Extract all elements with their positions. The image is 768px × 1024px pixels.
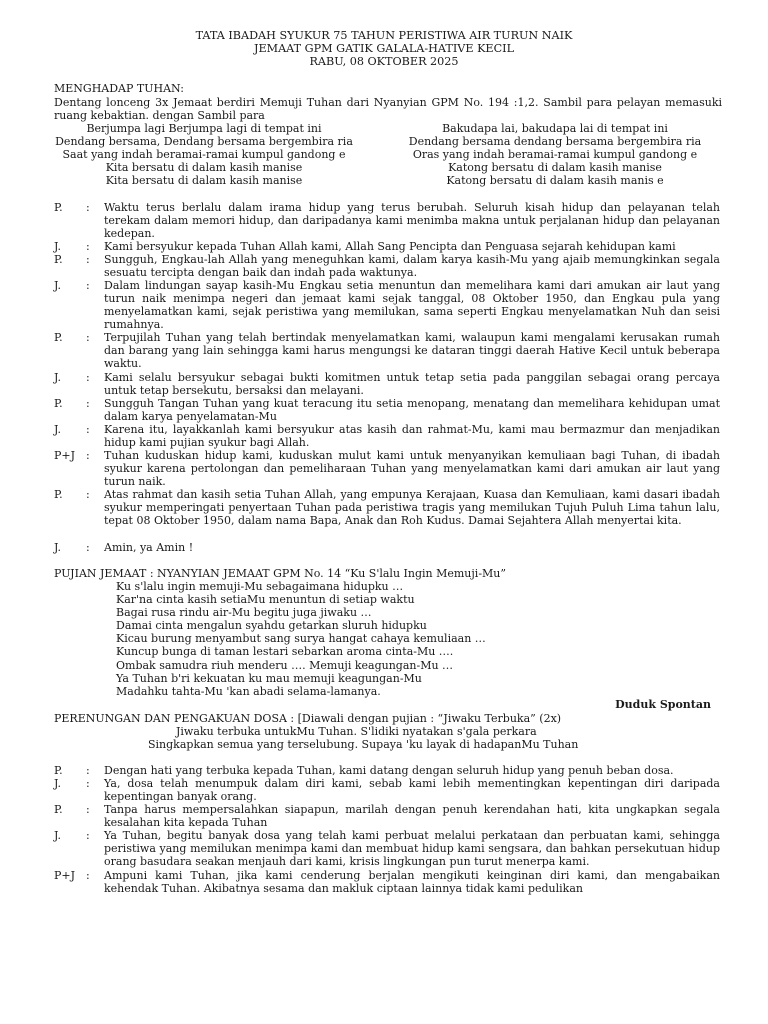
litany-speaker: J. — [54, 240, 62, 253]
song-right-line: Katong bersatu di dalam kasih manis e — [446, 174, 664, 187]
rubric-duduk-spontan: Duduk Spontan — [615, 698, 711, 711]
litany-colon: : — [86, 201, 90, 214]
song-right-line: Bakudapa lai, bakudapa lai di tempat ini — [442, 122, 668, 135]
litany-text: Sungguh Tangan Tuhan yang kuat teracung itu setia menopang, menatang dan memelihara kehidupan umat dalam karya penyelamatan-Mu — [104, 397, 720, 423]
litany-colon: : — [86, 240, 90, 253]
litany-colon: : — [86, 397, 90, 410]
hymn-line: Kicau burung menyambut sang surya hangat cahaya kemuliaan … — [116, 632, 486, 646]
hymn-line: Ombak samudra riuh menderu …. Memuji keagungan-Mu … — [116, 658, 454, 672]
hymn-line: Kar'na cinta kasih setiaMu menuntun di setiap waktu — [116, 593, 415, 607]
hymn-line: Madahku tahta-Mu 'kan abadi selama-lamanya. — [116, 684, 381, 698]
hymn-line: Ku s'lalu ingin memuji-Mu sebagaimana hidupku … — [116, 580, 404, 593]
document-title: TATA IBADAH SYUKUR 75 TAHUN PERISTIWA AIR TURUN NAIK — [195, 29, 573, 42]
litany-speaker: J. — [54, 777, 62, 790]
hymn-line: Kuncup bunga di taman lestari sebarkan aroma cinta-Mu …. — [116, 645, 454, 659]
litany-colon: : — [86, 279, 90, 292]
litany-text: Sungguh, Engkau-lah Allah yang meneguhkan kami, dalam karya kasih-Mu yang ajaib memungkinkan segala sesuatu tercipta dengan baik dan indah pada waktunya. — [104, 253, 720, 279]
litany-speaker: P+J — [54, 449, 76, 462]
litany-colon: : — [86, 777, 90, 790]
litany-speaker: P. — [54, 253, 63, 266]
song-right-line: Oras yang indah beramai-ramai kumpul gandong e — [412, 148, 698, 161]
litany-text: Kami bersyukur kepada Tuhan Allah kami, Allah Sang Pencipta dan Penguasa sejarah kehidupan kami — [104, 240, 676, 253]
litany-colon: : — [86, 541, 90, 554]
litany-text: Dengan hati yang terbuka kepada Tuhan, kami datang dengan seluruh hidup yang penuh beban dosa. — [104, 764, 674, 777]
litany-colon: : — [86, 449, 90, 462]
song-left-line: Berjumpa lagi Berjumpa lagi di tempat ini — [86, 122, 322, 135]
litany-speaker: P. — [54, 803, 63, 816]
hymn-line: Damai cinta mengalun syahdu getarkan sluruh hidupku — [116, 619, 427, 633]
litany-speaker: P+J — [54, 869, 76, 882]
litany-text: Tuhan kuduskan hidup kami, kuduskan mulut kami untuk menyanyikan kemuliaan bagi Tuhan, di ibadah syukur karena pertolongan dan pemeliharaan Tuhan yang menyelamatkan kami dari amukan air laut yang turun naik. — [104, 449, 720, 488]
litany-speaker: P. — [54, 764, 63, 777]
song-right-line: Katong bersatu di dalam kasih manise — [448, 161, 662, 174]
litany-speaker: J. — [54, 423, 62, 436]
service-date: RABU, 08 OKTOBER 2025 — [309, 55, 459, 68]
litany-text: Terpujilah Tuhan yang telah bertindak menyelamatkan kami, walaupun kami mengalami kerusakan rumah dan barang yang lain sehingga kami harus mengungsi ke dataran tinggi daerah Hative Kecil untuk beberapa waktu. — [104, 331, 720, 370]
refrain-line: Jiwaku terbuka untukMu Tuhan. S'lidiki nyatakan s'gala perkara — [176, 725, 537, 738]
litany-speaker: J. — [54, 371, 62, 384]
song-right-line: Dendang bersama dendang bersama bergembira ria — [408, 135, 702, 148]
litany-text: Amin, ya Amin ! — [104, 541, 194, 554]
section-heading-menghadap: MENGHADAP TUHAN: — [54, 82, 184, 95]
hymn-lyrics — [116, 580, 486, 698]
section-heading-perenungan: PERENUNGAN DAN PENGAKUAN DOSA : [Diawali dengan pujian : “Jiwaku Terbuka” (2x) — [54, 712, 562, 725]
litany-colon: : — [86, 331, 90, 344]
litany-speaker: P. — [54, 488, 63, 501]
litany-text: Ampuni kami Tuhan, jika kami cenderung berjalan mengikuti keinginan diri kami, dan mengabaikan kehendak Tuhan. Akibatnya sesama dan makluk ciptaan lainnya tidak kami pedulikan — [104, 869, 720, 895]
litany-speaker: J. — [54, 829, 62, 842]
litany-colon: : — [86, 764, 90, 777]
litany-text: Dalam lindungan sayap kasih-Mu Engkau setia menuntun dan memelihara kami dari amukan air laut yang turun naik menimpa negeri dan jemaat kami sejak tanggal, 08 Oktober 1950, dan Engkau pula yang menyelamatkan kami, sejak peristiwa yang memilukan, sama seperti Engkau menyelamatkan Nuh dan seisi rumahnya. — [104, 279, 720, 331]
litany-speaker: P. — [54, 397, 63, 410]
hymn-line: Bagai rusa rindu air-Mu begitu juga jiwaku … — [116, 606, 372, 620]
litany-colon: : — [86, 829, 90, 842]
litany-colon: : — [86, 371, 90, 384]
litany-speaker: P. — [54, 201, 63, 214]
litany-colon: : — [86, 488, 90, 501]
litany-text: Waktu terus berlalu dalam irama hidup yang terus berubah. Seluruh kisah hidup dan pelayanan telah terekam dalam memori hidup, dan daripadanya kami menimba makna untuk perjalanan hidup dan pelayanan kedepan. — [104, 201, 720, 240]
litany-text: Atas rahmat dan kasih setia Tuhan Allah, yang empunya Kerajaan, Kuasa dan Kemuliaan, kami dasari ibadah syukur memperingati penyertaan Tuhan pada peristiwa tragis yang memilukan Tujuh Puluh Lima tahun lalu, tepat 08 Oktober 1950, dalam nama Bapa, Anak dan Roh Kudus. Damai Sejahtera Allah menyertai kita. — [104, 488, 720, 527]
litany-speaker: P. — [54, 331, 63, 344]
litany-text: Ya Tuhan, begitu banyak dosa yang telah kami perbuat melalui perkataan dan perbuatan kami, sehingga peristiwa yang memilukan menimpa kami dan membuat hidup kami sengsara, dan bahkan persekutuan hidup orang basudara seakan menjauh dari kami, krisis lingkungan pun turut menerpa kami. — [104, 829, 720, 868]
litany-text: Kami selalu bersyukur sebagai bukti komitmen untuk tetap setia pada panggilan sebagai orang percaya untuk tetap bersekutu, bersaksi dan melayani. — [104, 371, 720, 397]
refrain-line: Singkapkan semua yang terselubung. Supaya 'ku layak di hadapanMu Tuhan — [148, 738, 579, 751]
litany-colon: : — [86, 253, 90, 266]
litany-colon: : — [86, 869, 90, 882]
song-left-line: Kita bersatu di dalam kasih manise — [105, 174, 303, 187]
song-left-line: Saat yang indah beramai-ramai kumpul gandong e — [62, 148, 346, 161]
congregation-name: JEMAAT GPM GATIK GALALA-HATIVE KECIL — [254, 42, 514, 55]
hymn-line: Ya Tuhan b'ri kekuatan ku mau memuji keagungan-Mu — [116, 671, 422, 685]
song-left-line: Kita bersatu di dalam kasih manise — [105, 161, 303, 174]
litany-speaker: J. — [54, 279, 62, 292]
song-left-line: Dendang bersama, Dendang bersama bergembira ria — [55, 135, 353, 148]
litany-text: Ya, dosa telah menumpuk dalam diri kami, sebab kami lebih mementingkan kepentingan diri daripada kepentingan banyak orang. — [104, 777, 720, 803]
litany-text: Karena itu, layakkanlah kami bersyukur atas kasih dan rahmat-Mu, kami mau bermazmur dan menjadikan hidup kami pujian syukur bagi Allah. — [104, 423, 720, 449]
litany-colon: : — [86, 803, 90, 816]
litany-speaker: J. — [54, 541, 62, 554]
menghadap-intro: Dentang lonceng 3x Jemaat berdiri Memuji Tuhan dari Nyanyian GPM No. 194 :1,2. Sambil para pelayan memasuki ruang kebaktian. dengan Sambil para — [54, 96, 722, 122]
litany-text: Tanpa harus mempersalahkan siapapun, marilah dengan penuh kerendahan hati, kita ungkapkan segala kesalahan kita kepada Tuhan — [104, 803, 720, 829]
litany-colon: : — [86, 423, 90, 436]
section-heading-pujian: PUJIAN JEMAAT : NYANYIAN JEMAAT GPM No. 14 “Ku S'lalu Ingin Memuji-Mu” — [54, 567, 507, 580]
